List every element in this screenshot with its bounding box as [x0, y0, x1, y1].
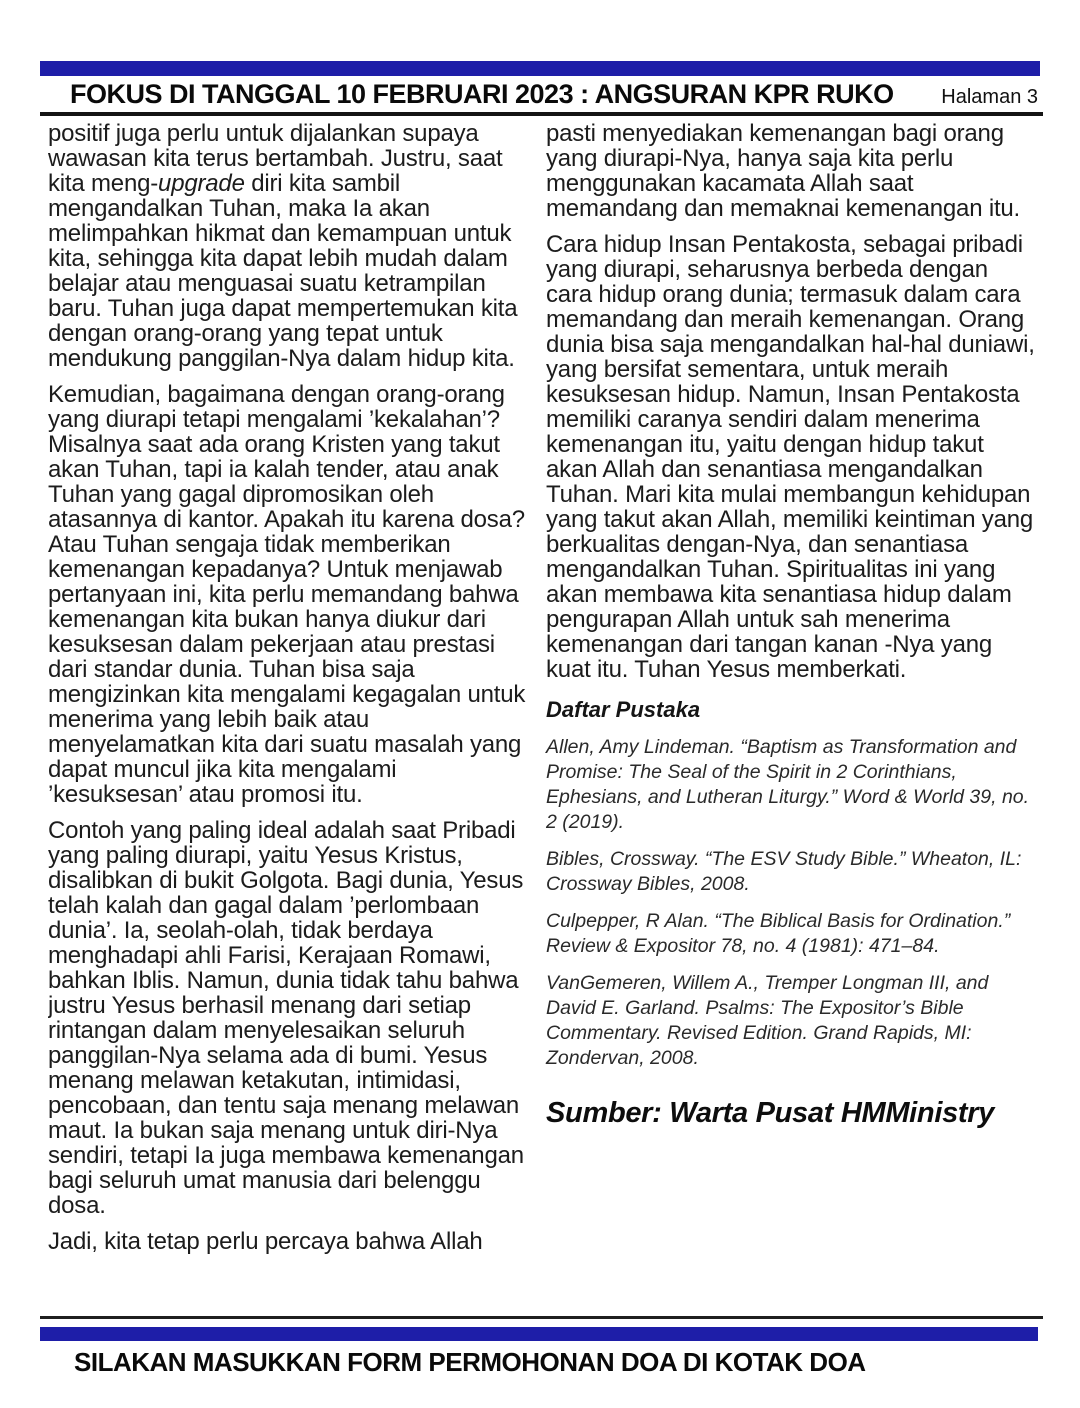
- paragraph: pasti menyediakan kemenangan bagi orang yang diurapi-Nya, hanya saja kita perlu menggunakan kacamata Allah saat memandang dan memaknai kemenangan itu.: [546, 121, 1021, 222]
- article-body: [48, 121, 1038, 1313]
- footer-blue-bar: [40, 1327, 1038, 1341]
- paragraph: Jadi, kita tetap perlu percaya bahwa Allah: [48, 1228, 483, 1255]
- page-number: Halaman 3: [941, 86, 1038, 108]
- paragraph: Cara hidup Insan Pentakosta, sebagai pribadi yang diurapi, seharusnya berbeda dengan cara hidup orang dunia; termasuk dalam cara memandang dan meraih kemenangan. Orang dunia bisa saja mengandalkan hal-hal duniawi, yang bersifat sementara, untuk meraih kesuksesan hidup. Namun, Insan Pentakosta memiliki caranya sendiri dalam menerima kemenangan itu, yaitu dengan hidup takut akan Allah dan senantiasa mengandalkan Tuhan. Mari kita mulai membangun kehidupan yang takut akan Allah, memiliki keintiman yang berkualitas dengan-Nya, dan senantiasa mengandalkan Tuhan. Spiritualitas ini yang akan membawa kita senantiasa hidup dalam pengurapan Allah untuk sah menerima kemenangan dari tangan kanan -Nya yang kuat itu. Tuhan Yesus memberkati.: [546, 231, 1035, 683]
- left-column: [48, 121, 535, 1313]
- italic-word: upgrade: [158, 170, 245, 197]
- page-title: FOKUS DI TANGGAL 10 FEBRUARI 2023 : ANGSURAN KPR RUKO: [70, 79, 894, 109]
- footer-notice: SILAKAN MASUKKAN FORM PERMOHONAN DOA DI KOTAK DOA: [74, 1347, 866, 1377]
- bibliography-entry: Culpepper, R Alan. “The Biblical Basis for Ordination.” Review & Expositor 78, no. 4 (1981): 471–84.: [546, 910, 1011, 957]
- paragraph-text: positif juga perlu untuk dijalankan supaya wawasan kita terus bertambah. Justru, saat kita meng-: [48, 121, 503, 197]
- bibliography-entry: Allen, Amy Lindeman. “Baptism as Transformation and Promise: The Seal of the Spirit in 2 Corinthians, Ephesians, and Lutheran Liturgy.” Word & World 39, no. 2 (2019).: [546, 736, 1030, 833]
- right-column: [546, 121, 1038, 1313]
- bibliography-entry: Bibles, Crossway. “The ESV Study Bible.” Wheaton, IL: Crossway Bibles, 2008.: [546, 848, 1022, 895]
- footer-divider: [40, 1316, 1043, 1319]
- paragraph: [48, 121, 535, 371]
- bibliography-entry: VanGemeren, Willem A., Tremper Longman III, and David E. Garland. Psalms: The Expositor’s Bible Commentary. Revised Edition. Grand Rapids, MI: Zondervan, 2008.: [546, 972, 989, 1069]
- paragraph-text: diri kita sambil mengandalkan Tuhan, maka Ia akan melimpahkan hikmat dan kemampuan untuk kita, sehingga kita dapat lebih mudah dalam belajar atau menguasai suatu ketrampilan baru. Tuhan juga dapat mempertemukan kita dengan orang-orang yang tepat untuk mendukung panggilan-Nya dalam hidup kita.: [48, 170, 518, 372]
- source-attribution: Sumber: Warta Pusat HMMinistry: [546, 1097, 995, 1129]
- paragraph: Kemudian, bagaimana dengan orang-orang yang diurapi tetapi mengalami ’kekalahan’? Misalnya saat ada orang Kristen yang takut akan Tuhan, tapi ia kalah tender, atau anak Tuhan yang gagal dipromosikan oleh atasannya di kantor. Apakah itu karena dosa? Atau Tuhan sengaja tidak memberikan kemenangan kepadanya? Untuk menjawab pertanyaan ini, kita perlu memandang bahwa kemenangan kita bukan hanya diukur dari kesuksesan dalam pekerjaan atau prestasi dari standar dunia. Tuhan bisa saja mengizinkan kita mengalami kegagalan untuk menerima yang lebih baik atau menyelamatkan kita dari suatu masalah yang dapat muncul jika kita mengalami ’kesuksesan’ atau promosi itu.: [48, 381, 526, 808]
- paragraph: Contoh yang paling ideal adalah saat Pribadi yang paling diurapi, yaitu Yesus Kristus, disalibkan di bukit Golgota. Bagi dunia, Yesus telah kalah dan gagal dalam ’perlombaan dunia’. Ia, seolah-olah, tidak berdaya menghadapi ahli Farisi, Kerajaan Romawi, bahkan Iblis. Namun, dunia tidak tahu bahwa justru Yesus berhasil menang dari setiap rintangan dalam menyelesaikan seluruh panggilan-Nya selama ada di bumi. Yesus menang melawan ketakutan, intimidasi, pencobaan, dan tentu saja menang melawan maut. Ia bukan saja menang untuk diri-Nya sendiri, tetapi Ia juga membawa kemenangan bagi seluruh umat manusia dari belenggu dosa.: [48, 817, 524, 1219]
- bibliography-heading: Daftar Pustaka: [546, 697, 701, 722]
- page-header: [70, 79, 1038, 110]
- header-divider: [40, 112, 1043, 116]
- top-blue-bar: [40, 61, 1040, 76]
